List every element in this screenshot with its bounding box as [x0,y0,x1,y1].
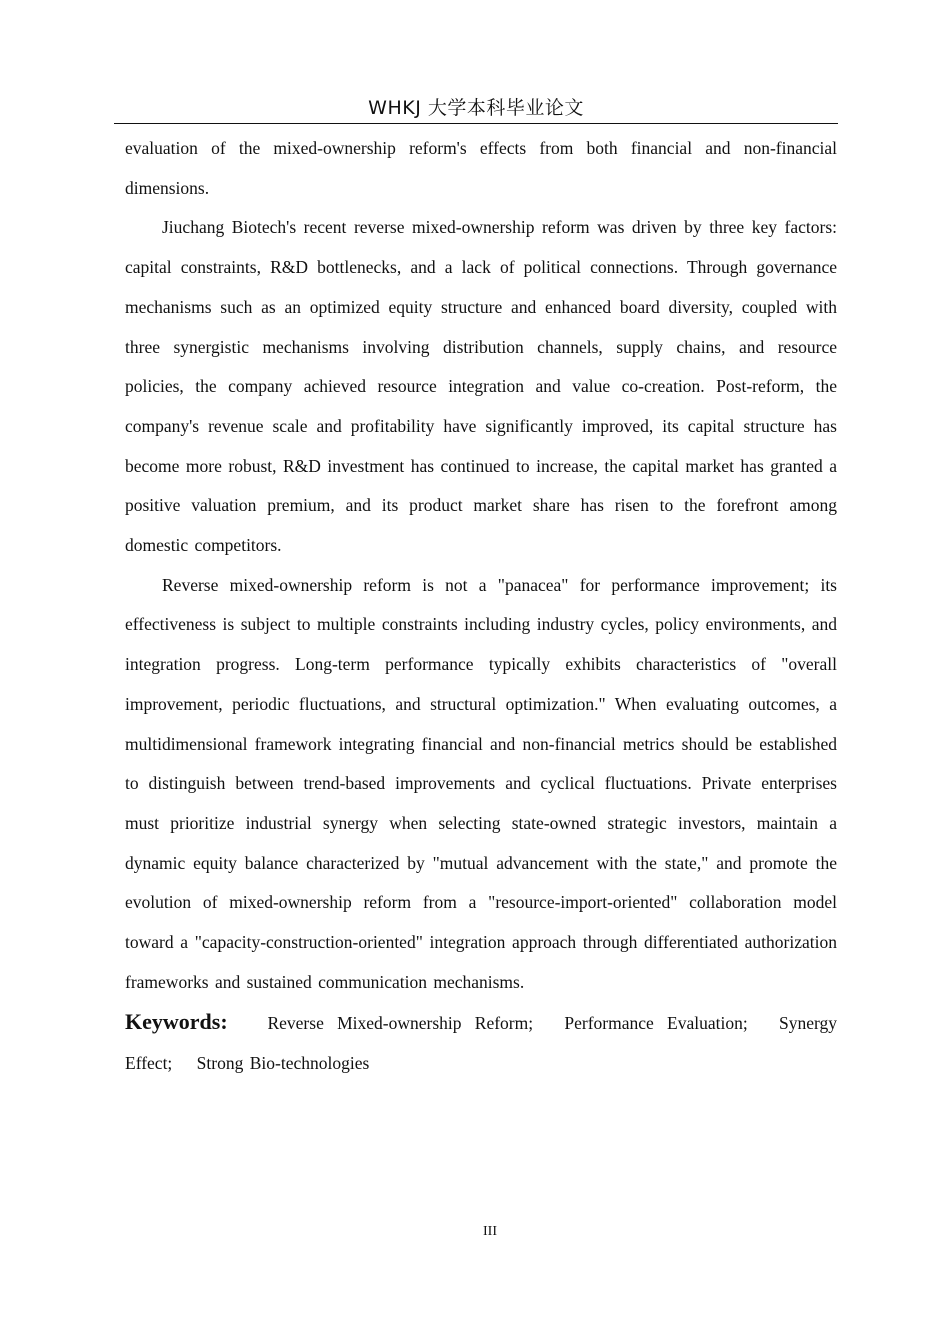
abstract-paragraph-findings: Jiuchang Biotech's recent reverse mixed-ownership reform was driven by three key factors: capital constraints, R&D bottlenecks, and a lack of political connections. Through governance mechanisms such as an optimized equity structure and enhanced board diversity, coupled with three synergistic mechanisms involving distribution channels, supply chains, and resource policies, the company achieved resource integration and value co-creation. Post-reform, the company's revenue scale and profitability have significantly improved, its capital structure has become more robust, R&D investment has continued to increase, the capital market has granted a positive valuation premium, and its product market share has risen to the forefront among domestic competitors. [125,217,837,556]
header-divider [114,123,838,124]
page-number: III [483,1224,497,1239]
page-header-title: WHKJ 大学本科毕业论文 [368,97,584,119]
keywords-label: Keywords: [125,1009,228,1035]
abstract-paragraph-implications: Reverse mixed-ownership reform is not a "panacea" for performance improvement; its effectiveness is subject to multiple constraints including industry cycles, policy environments, and integration progress. Long-term performance typically exhibits characteristics of "overall improvement, periodic fluctuations, and structural optimization." When evaluating outcomes, a multidimensional framework integrating financial and non-financial metrics should be established to distinguish between trend-based improvements and cyclical fluctuations. Private enterprises must prioritize industrial synergy when selecting state-owned strategic investors, maintain a dynamic equity balance characterized by "mutual advancement with the state," and promote the evolution of mixed-ownership reform from a "resource-import-oriented" collaboration model toward a "capacity-construction-oriented" integration approach through differentiated authorization frameworks and sustained communication mechanisms. [125,574,837,992]
keyword-item: Performance Evaluation; [564,1013,748,1034]
keyword-item: Strong Bio-technologies [196,1053,370,1074]
abstract-paragraph-continued: evaluation of the mixed-ownership reform's effects from both financial and non-financial dimensions. [125,138,837,198]
keywords-line [125,1002,837,1083]
abstract-body [125,129,837,1084]
keyword-item: Synergy Effect; [125,1013,838,1074]
keyword-item: Reverse Mixed-ownership Reform; [267,1013,534,1034]
